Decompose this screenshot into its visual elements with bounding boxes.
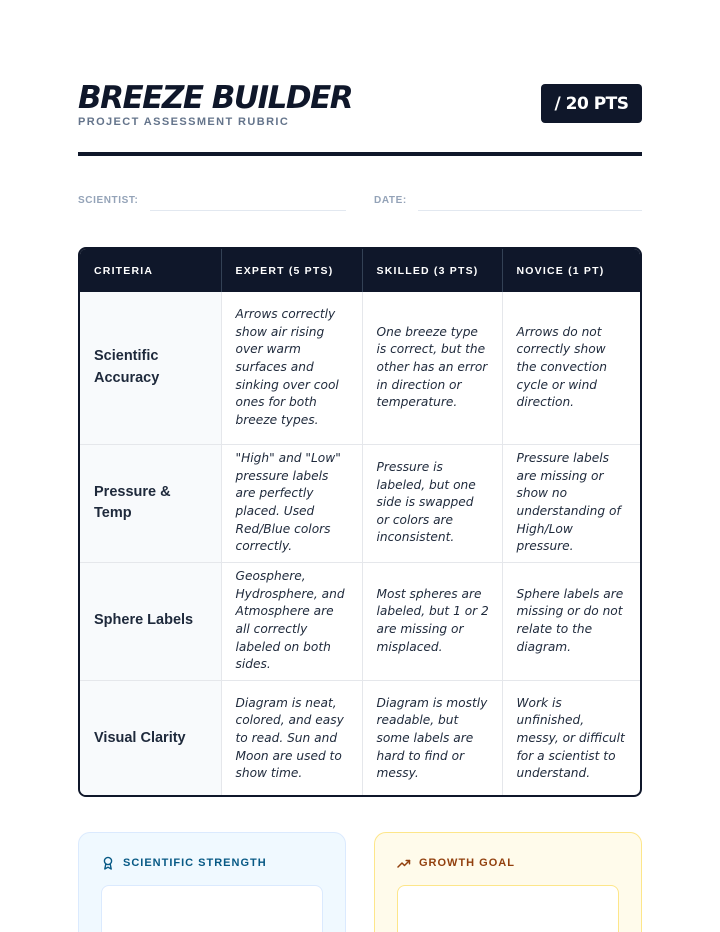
criteria-label: Visual Clarity <box>94 730 186 746</box>
growth-goal-input[interactable] <box>397 885 619 932</box>
trending-up-icon <box>397 856 411 870</box>
rubric-row-visual-clarity <box>80 680 640 797</box>
scientific-strength-input[interactable] <box>101 885 323 932</box>
novice-description: Arrows do not correctly show the convection cycle or wind direction. <box>516 324 608 410</box>
scientist-label: SCIENTIST: <box>78 195 139 206</box>
date-label: DATE: <box>374 195 407 206</box>
novice-description: Work is unfinished, messy, or difficult for a scientist to understand. <box>516 695 625 781</box>
page-title: BREEZE BUILDER <box>78 80 353 116</box>
column-header-expert: EXPERT (5 PTS) <box>221 249 362 292</box>
expert-description: Diagram is neat, colored, and easy to read. Sun and Moon are used to show time. <box>235 695 344 781</box>
page-header <box>78 78 642 156</box>
criteria-label: Sphere Labels <box>94 612 194 629</box>
scientist-input-line[interactable] <box>150 210 346 211</box>
scientific-strength-card <box>78 832 346 932</box>
criteria-label: Pressure & Temp <box>94 483 171 521</box>
rubric-header-row <box>80 249 640 292</box>
expert-description: "High" and "Low" pressure labels are perfectly placed. Used Red/Blue colors correctly. <box>235 451 341 554</box>
date-input-line[interactable] <box>418 210 642 211</box>
novice-description: Pressure labels are missing or show no understanding of High/Low pressure. <box>516 451 621 554</box>
column-header-novice: NOVICE (1 PT) <box>502 249 640 292</box>
rubric-row-pressure-temp <box>80 444 640 562</box>
column-header-criteria: CRITERIA <box>80 249 221 292</box>
skilled-description: Most spheres are labeled, but 1 or 2 are missing or misplaced. <box>376 586 489 654</box>
criteria-label: Scientific Accuracy <box>94 348 160 386</box>
skilled-description: Diagram is mostly readable, but some labels are hard to find or messy. <box>376 695 488 781</box>
scientific-strength-title: SCIENTIFIC STRENGTH <box>123 857 267 869</box>
skilled-description: Pressure is labeled, but one side is swapped or colors are inconsistent. <box>376 460 476 545</box>
expert-description: Arrows correctly show air rising over warm surfaces and sinking over cool ones for both breeze types. <box>235 307 339 427</box>
growth-goal-title: GROWTH GOAL <box>419 857 515 869</box>
ribbon-award-icon <box>101 856 115 870</box>
total-points-badge: / 20 PTS <box>541 84 642 123</box>
growth-goal-card <box>374 832 642 932</box>
rubric-row-sphere-labels <box>80 562 640 680</box>
skilled-description: One breeze type is correct, but the other has an error in direction or temperature. <box>376 324 488 410</box>
rubric-row-scientific-accuracy <box>80 292 640 444</box>
expert-description: Geosphere, Hydrosphere, and Atmosphere are all correctly labeled on both sides. <box>235 569 345 672</box>
rubric-table <box>78 247 642 797</box>
column-header-skilled: SKILLED (3 PTS) <box>362 249 502 292</box>
novice-description: Sphere labels are missing or do not relate to the diagram. <box>516 586 624 654</box>
page-subtitle: PROJECT ASSESSMENT RUBRIC <box>78 116 290 128</box>
